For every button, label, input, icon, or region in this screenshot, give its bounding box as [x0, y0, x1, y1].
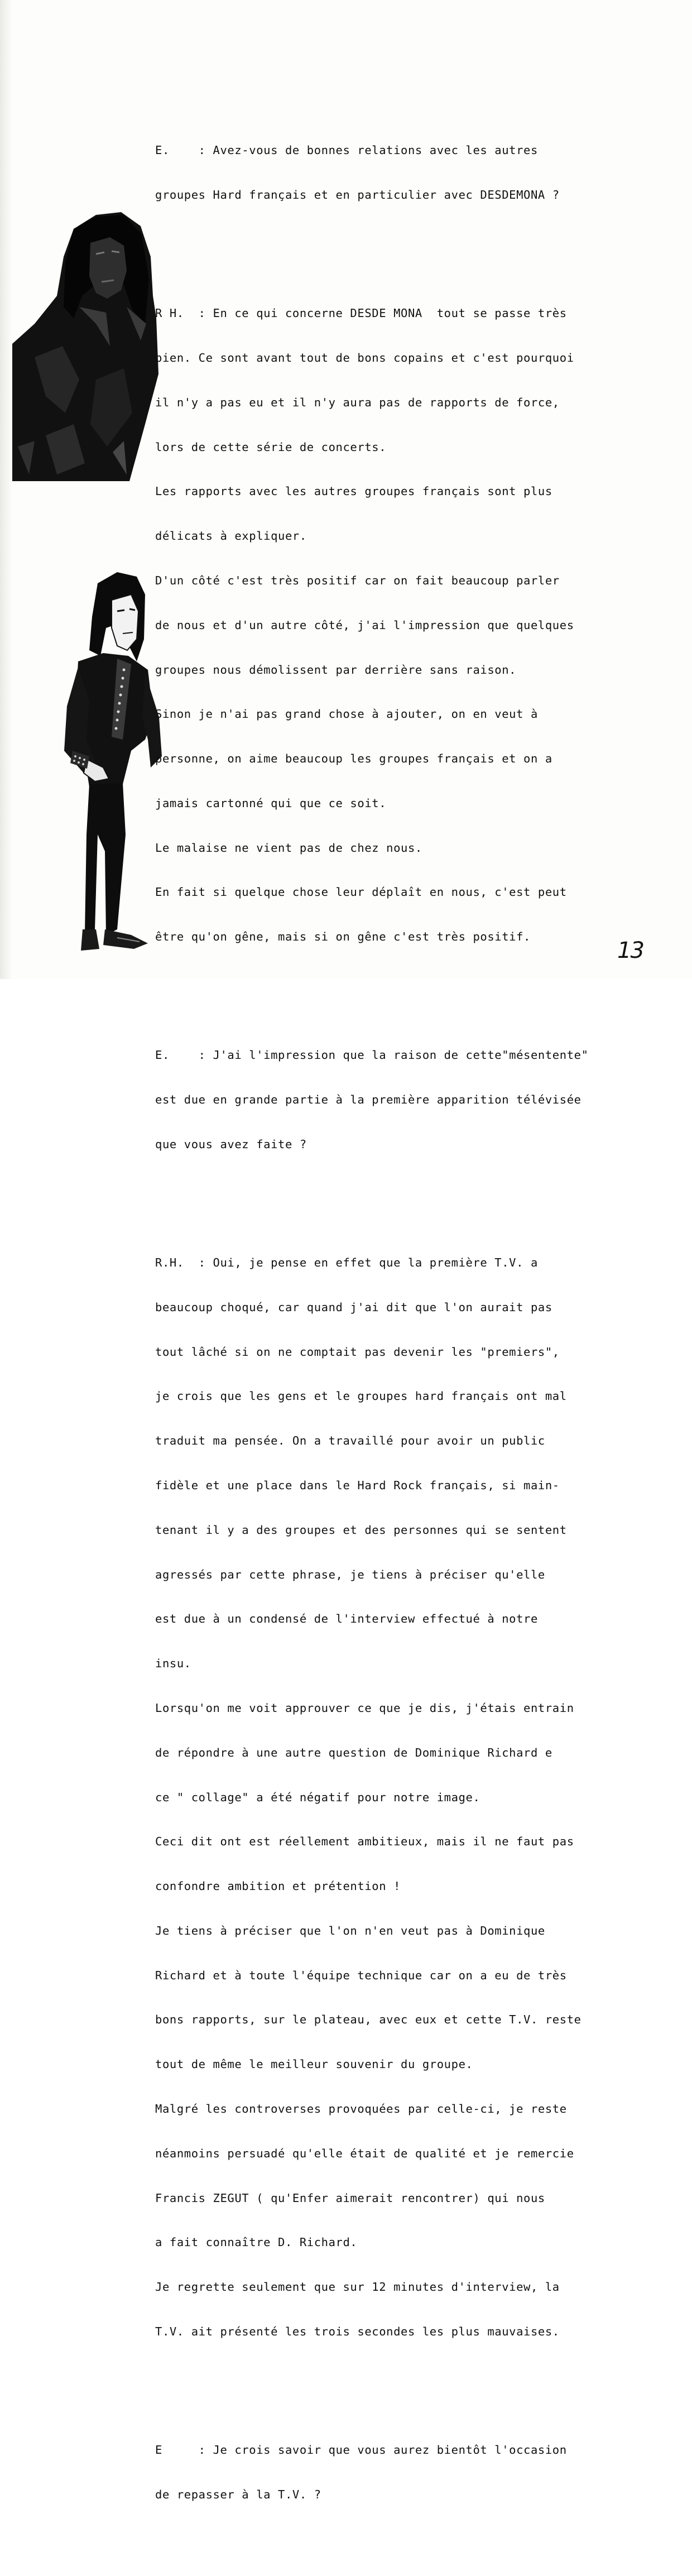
- text-line: E. : Avez-vous de bonnes relations avec les autres: [155, 143, 538, 157]
- interview-text: [155, 84, 646, 2576]
- photo-top: [12, 212, 158, 481]
- text-line: délicats à expliquer.: [155, 529, 307, 543]
- text-line: il n'y a pas eu et il n'y aura pas de rapports de force,: [155, 395, 560, 409]
- text-line: lors de cette série de concerts.: [155, 440, 387, 454]
- text-line: Je regrette seulement que sur 12 minutes d'interview, la: [155, 2280, 560, 2294]
- text-line: Francis ZEGUT ( qu'Enfer aimerait rencontrer) qui nous: [155, 2191, 545, 2205]
- text-line: tenant il y a des groupes et des personnes qui se sentent: [155, 1523, 567, 1537]
- band-member-standing-image: [33, 572, 167, 952]
- text-line: En fait si quelque chose leur déplaît en nous, c'est peut: [155, 885, 567, 899]
- text-line: groupes nous démolissent par derrière sans raison.: [155, 663, 517, 677]
- text-line: est due en grande partie à la première apparition télévisée: [155, 1093, 582, 1107]
- photo-bottom: [33, 572, 167, 952]
- text-line: R H. : En ce qui concerne DESDE MONA tout se passe très: [155, 306, 567, 320]
- text-line: E. : J'ai l'impression que la raison de cette"mésentente": [155, 1048, 589, 1062]
- text-line: de repasser à la T.V. ?: [155, 2487, 321, 2501]
- text-line: agressés par cette phrase, je tiens à préciser qu'elle: [155, 1567, 545, 1581]
- page-number: 13: [617, 938, 643, 963]
- scan-edge: [0, 0, 12, 979]
- text-line: personne, on aime beaucoup les groupes français et on a: [155, 752, 552, 766]
- question-3: [155, 2413, 646, 2532]
- text-line: Sinon je n'ai pas grand chose à ajouter, on en veut à: [155, 707, 538, 721]
- text-line: tout de même le meilleur souvenir du groupe.: [155, 2057, 473, 2071]
- text-line: traduit ma pensée. On a travaillé pour avoir un public: [155, 1434, 545, 1448]
- text-line: beaucoup choqué, car quand j'ai dit que l'on aurait pas: [155, 1300, 552, 1314]
- text-line: bons rapports, sur le plateau, avec eux et cette T.V. reste: [155, 2013, 582, 2027]
- text-line: tout lâché si on ne comptait pas devenir les "premiers",: [155, 1345, 560, 1359]
- text-line: est due à un condensé de l'interview effectué à notre: [155, 1612, 538, 1626]
- text-line: néanmoins persuadé qu'elle était de qualité et je remercie: [155, 2146, 574, 2160]
- text-line: jamais cartonné qui que ce soit.: [155, 796, 387, 810]
- text-line: Malgré les controverses provoquées par celle-ci, je reste: [155, 2102, 567, 2116]
- text-line: D'un côté c'est très positif car on fait beaucoup parler: [155, 574, 560, 587]
- text-line: groupes Hard français et en particulier avec DESDEMONA ?: [155, 188, 560, 202]
- text-line: Lorsqu'on me voit approuver ce que je dis, j'étais entrain: [155, 1701, 574, 1715]
- text-line: de répondre à une autre question de Dominique Richard e: [155, 1745, 552, 1759]
- text-line: T.V. ait présenté les trois secondes les plus mauvaises.: [155, 2324, 560, 2338]
- text-line: de nous et d'un autre côté, j'ai l'impression que quelques: [155, 618, 574, 632]
- text-line: fidèle et une place dans le Hard Rock français, si main-: [155, 1479, 560, 1493]
- band-member-jacket-image: [12, 212, 158, 481]
- text-line: je crois que les gens et le groupes hard français ont mal: [155, 1389, 567, 1403]
- text-line: ce " collage" a été négatif pour notre image.: [155, 1790, 480, 1804]
- text-line: E : Je crois savoir que vous aurez bientôt l'occasion: [155, 2443, 567, 2457]
- question-1: [155, 113, 646, 232]
- text-line: bien. Ce sont avant tout de bons copains et c'est pourquoi: [155, 351, 574, 365]
- text-line: Les rapports avec les autres groupes français sont plus: [155, 485, 552, 498]
- text-line: R.H. : Oui, je pense en effet que la première T.V. a: [155, 1256, 538, 1270]
- question-2: [155, 1018, 646, 1182]
- text-line: insu.: [155, 1657, 191, 1671]
- answer-2: [155, 1226, 646, 2369]
- text-line: confondre ambition et prétention !: [155, 1879, 401, 1893]
- text-line: Je tiens à préciser que l'on n'en veut pas à Dominique: [155, 1923, 545, 1937]
- text-line: être qu'on gêne, mais si on gêne c'est très positif.: [155, 930, 531, 944]
- answer-1: [155, 276, 646, 974]
- text-line: que vous avez faite ?: [155, 1137, 307, 1151]
- text-line: a fait connaître D. Richard.: [155, 2236, 358, 2249]
- text-line: Richard et à toute l'équipe technique car on a eu de très: [155, 1968, 567, 1982]
- text-line: Le malaise ne vient pas de chez nous.: [155, 841, 422, 855]
- text-line: Ceci dit ont est réellement ambitieux, mais il ne faut pas: [155, 1835, 574, 1849]
